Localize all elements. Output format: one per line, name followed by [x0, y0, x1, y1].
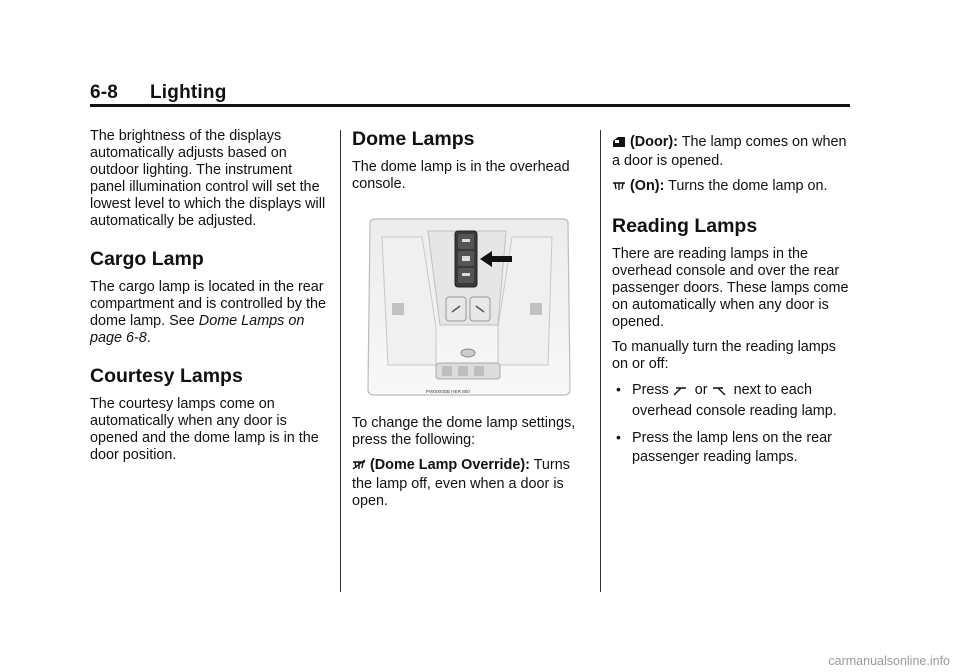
dome-lamps-reference-link[interactable]: Dome Lamps on page 6-8: [90, 313, 305, 346]
column-2: [352, 128, 588, 518]
dome-override-label: (Dome Lamp Override):: [370, 457, 530, 473]
display-brightness-paragraph: The brightness of the displays automatically adjusts based on outdoor lighting. The instrument panel illumination control will set the lowest level to which the displays will automatically be adjusted.: [90, 128, 326, 229]
dome-override-text: Turns the lamp off, even when a door is open.: [352, 457, 570, 509]
column-1: [90, 128, 330, 472]
cargo-lamp-heading: Cargo Lamp: [90, 248, 204, 270]
on-label: (On):: [630, 178, 665, 194]
courtesy-lamps-heading: Courtesy Lamps: [90, 365, 243, 387]
dome-lamps-heading: Dome Lamps: [352, 128, 475, 150]
dome-override-icon: [352, 459, 366, 476]
chapter-title: Lighting: [150, 82, 227, 103]
dome-lamps-paragraph: The dome lamp is in the overhead console.: [352, 159, 570, 192]
door-label: (Door):: [630, 134, 678, 150]
section-number: 6-8: [90, 82, 119, 103]
dome-override-paragraph: [352, 457, 588, 510]
figure-code: PW0000DB HER 800: [426, 389, 470, 394]
list-item: • Press the lamp lens on the rear passenger reading lamps.: [612, 429, 850, 467]
reading-lamps-paragraph: There are reading lamps in the overhead console and over the rear passenger doors. These lamps come on automatically when any door is opened.: [612, 246, 849, 330]
watermark: carmanualsonline.info: [828, 654, 950, 668]
column-divider-2: [600, 130, 601, 592]
reading-lamps-heading: Reading Lamps: [612, 215, 758, 237]
overhead-console-figure: [352, 217, 586, 397]
bullet-end-text: next to each overhead console reading lamp.: [632, 382, 837, 419]
reading-lamp-left-icon: [673, 383, 687, 402]
list-item: [612, 381, 850, 421]
cargo-lamp-paragraph: [90, 279, 330, 347]
header-rule: [90, 104, 850, 107]
column-divider-1: [340, 130, 341, 592]
column-3: [612, 134, 850, 475]
cargo-lamp-end: .: [146, 330, 151, 346]
reading-lamp-right-icon: [712, 383, 726, 402]
courtesy-lamps-paragraph: The courtesy lamps come on automatically when any door is opened and the dome lamp is in the door position.: [90, 396, 319, 463]
cargo-lamp-text: The cargo lamp is located in the rear compartment and is controlled by the dome lamp. See: [90, 279, 326, 329]
reading-lamp-steps: [612, 381, 850, 467]
or-text: or: [690, 382, 712, 398]
door-text: The lamp comes on when a door is opened.: [612, 134, 847, 169]
dome-button-stack: [455, 231, 477, 287]
manual-reading-paragraph: To manually turn the reading lamps on or off:: [612, 339, 836, 372]
dome-on-icon: [612, 180, 626, 197]
on-setting-paragraph: [612, 178, 850, 197]
page-header: [90, 82, 227, 104]
on-text: Turns the dome lamp on.: [664, 178, 828, 194]
change-settings-paragraph: To change the dome lamp settings, press the following:: [352, 415, 576, 448]
overhead-console-illustration: [352, 217, 586, 397]
door-icon: [612, 136, 626, 153]
press-text: Press: [632, 382, 673, 398]
door-setting-paragraph: [612, 134, 850, 170]
